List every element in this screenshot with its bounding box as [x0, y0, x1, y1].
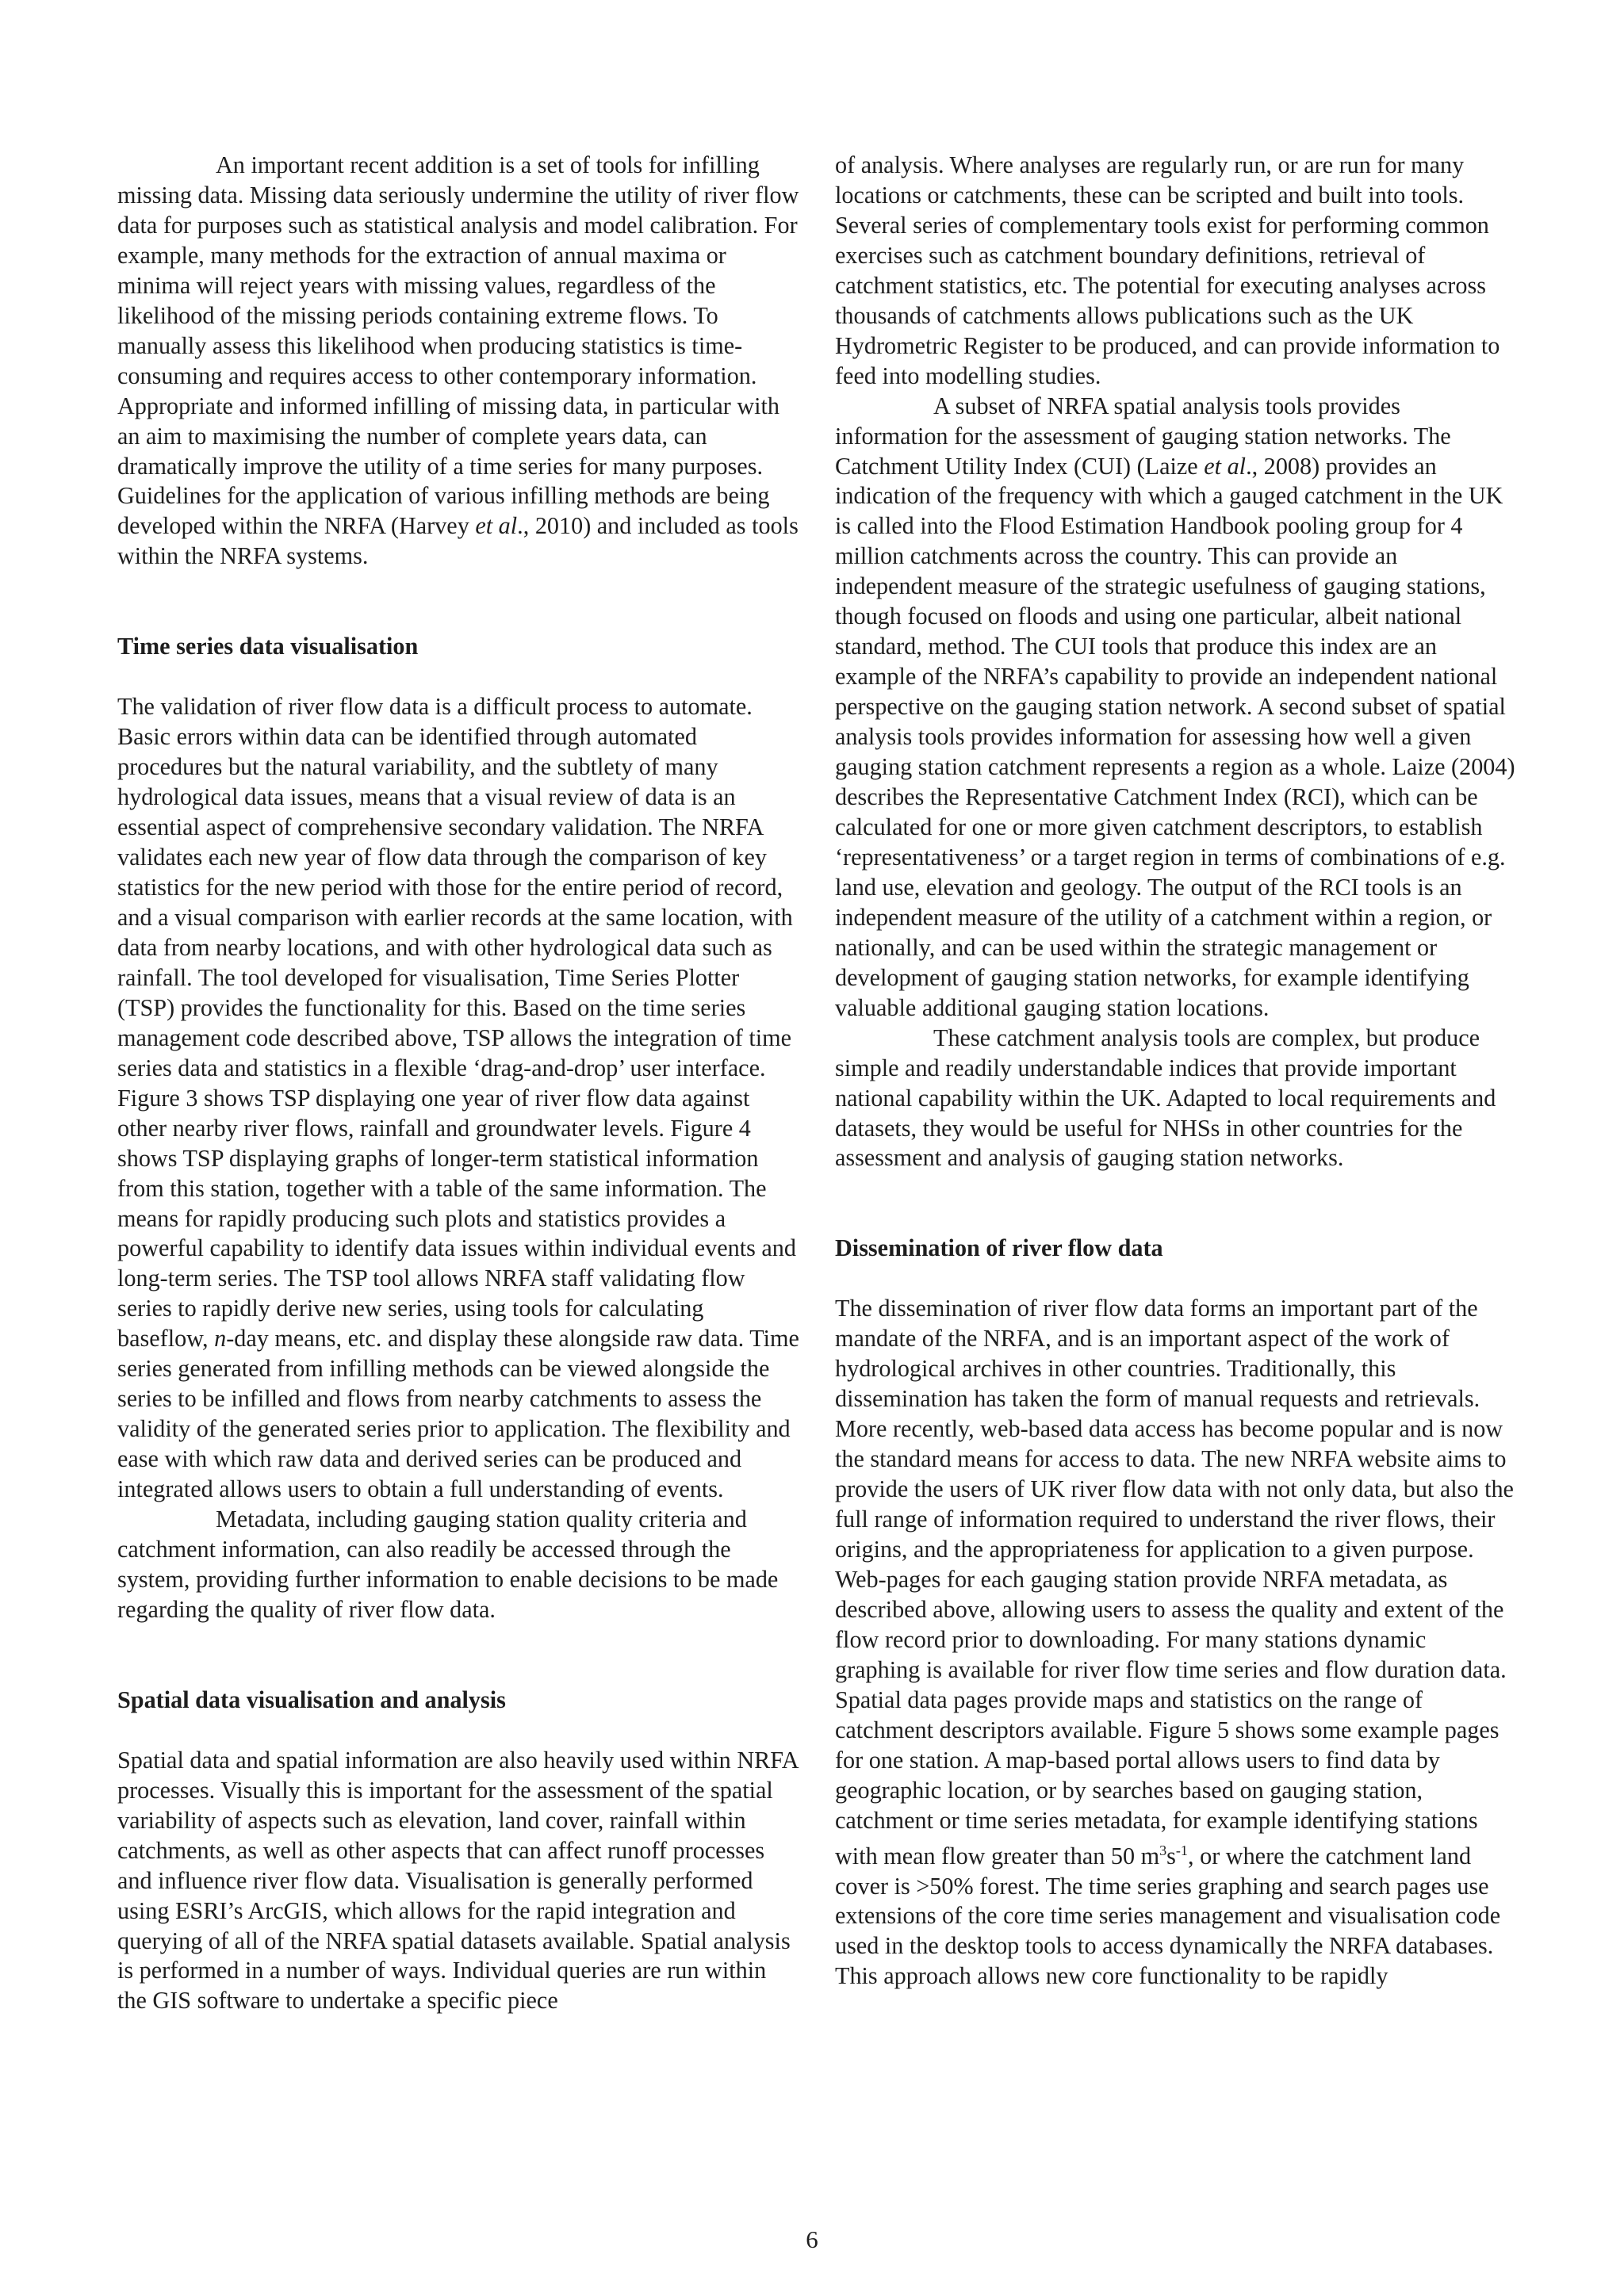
- left-column: [117, 151, 799, 2016]
- paragraph: An important recent addition is a set of tools for infilling missing data. Missing data seriously undermine the utility of river flow data for purposes such as statistical analysis and model calibration. For example, many methods for the extraction of annual maxima or minima will reject years with missing values, regardless of the likelihood of the missing periods containing extreme flows. To manually assess this likelihood when producing statistics is time-consuming and requires access to other contemporary information. Appropriate and informed infilling of missing data, in particular with an aim to maximising the number of complete years data, can dramatically improve the utility of a time series for many purposes. Guidelines for the application of various infilling methods are being developed within the NRFA (Harvey et al., 2010) and included as tools within the NRFA systems.: [117, 151, 799, 570]
- paragraph: Metadata, including gauging station quality criteria and catchment information, can also readily be accessed through the system, providing further information to enable decisions to be made regarding the quality of river flow data.: [117, 1506, 779, 1623]
- paragraph: A subset of NRFA spatial analysis tools provides information for the assessment of gauging station networks. The Catchment Utility Index (CUI) (Laize et al., 2008) provides an indication of the frequency with which a gauged catchment in the UK is called into the Flood Estimation Handbook pooling group for 4 million catchments across the country. This can provide an independent measure of the strategic usefulness of gauging stations, though focused on floods and using one particular, albeit national standard, method. The CUI tools that produce this index are an example of the NRFA’s capability to provide an independent national perspective on the gauging station network. A second subset of spatial analysis tools provides information for assessing how well a given gauging station catchment represents a region as a whole. Laize (2004) describes the Representative Catchment Index (RCI), which can be calculated for one or more given catchment descriptors, to establish ‘representativeness’ or a target region in terms of combinations of e.g. land use, elevation and geology. The output of the RCI tools is an independent measure of the utility of a catchment within a region, or nationally, and can be used within the strategic management or development of gauging station networks, for example identifying valuable additional gauging station locations.: [835, 392, 1515, 1021]
- paragraph: These catchment analysis tools are complex, but produce simple and readily understandable indices that provide important national capability within the UK. Adapted to local requirements and datasets, they would be useful for NHSs in other countries for the assessment and analysis of gauging station networks.: [835, 1024, 1496, 1172]
- right-column: [835, 151, 1517, 1992]
- paragraph: Spatial data and spatial information are also heavily used within NRFA processes. Visually this is important for the assessment of the spatial variability of aspects such as elevation, land cover, rainfall within catchments, as well as other aspects that can affect runoff processes and influence river flow data. Visualisation is generally performed using ESRI’s ArcGIS, which allows for the rapid integration and querying of all of the NRFA spatial datasets available. Spatial analysis is performed in a number of ways. Individual queries are run within the GIS software to undertake a specific piece: [117, 1746, 798, 2015]
- section-heading: Time series data visualisation: [117, 633, 419, 660]
- section-heading: Dissemination of river flow data: [835, 1234, 1163, 1262]
- section-heading: Spatial data visualisation and analysis: [117, 1686, 506, 1713]
- page-number: 6: [806, 2225, 818, 2253]
- paragraph: The dissemination of river flow data forms an important part of the mandate of the NRFA, and is an important aspect of the work of hydrological archives in other countries. Traditionally, this dissemination has taken the form of manual requests and retrievals. More recently, web-based data access has become popular and is now the standard means for access to data. The new NRFA website aims to provide the users of UK river flow data with not only data, but also the full range of information required to understand the river flows, their origins, and the appropriateness for application to a given purpose. Web-pages for each gauging station provide NRFA metadata, as described above, allowing users to assess the quality and extent of the flow record prior to downloading. For many stations dynamic graphing is available for river flow time series and flow duration data. Spatial data pages provide maps and statistics on the range of catchment descriptors available. Figure 5 shows some example pages for one station. A map-based portal allows users to find data by geographic location, or by searches based on gauging station, catchment or time series metadata, for example identifying stations with mean flow greater than 50 $m^3s^{-1}$, or where the catchment land cover is >50% forest. The time series graphing and search pages use extensions of the core time series management and visualisation code used in the desktop tools to access dynamically the NRFA databases. This approach allows new core functionality to be rapidly: [835, 1295, 1514, 1990]
- paragraph: The validation of river flow data is a difficult process to automate. Basic errors within data can be identified through automated procedures but the natural variability, and the subtlety of many hydrological data issues, means that a visual review of data is an essential aspect of comprehensive secondary validation. The NRFA validates each new year of flow data through the comparison of key statistics for the new period with those for the entire period of record, and a visual comparison with earlier records at the same location, with data from nearby locations, and with other hydrological data such as rainfall. The tool developed for visualisation, Time Series Plotter (TSP) provides the functionality for this. Based on the time series management code described above, TSP allows the integration of time series data and statistics in a flexible ‘drag-and-drop’ user interface. Figure 3 shows TSP displaying one year of river flow data against other nearby river flows, rainfall and groundwater levels. Figure 4 shows TSP displaying graphs of longer-term statistical information from this station, together with a table of the same information. The means for rapidly producing such plots and statistics provides a powerful capability to identify data issues within individual events and long-term series. The TSP tool allows NRFA staff validating flow series to rapidly derive new series, using tools for calculating baseflow, n-day means, etc. and display these alongside raw data. Time series generated from infilling methods can be viewed alongside the series to be infilled and flows from nearby catchments to assess the validity of the generated series prior to application. The flexibility and ease with which raw data and derived series can be produced and integrated allows users to obtain a full understanding of events.: [117, 693, 799, 1503]
- paragraph: of analysis. Where analyses are regularly run, or are run for many locations or catchments, these can be scripted and built into tools. Several series of complementary tools exist for performing common exercises such as catchment boundary definitions, retrieval of catchment statistics, etc. The potential for executing analyses across thousands of catchments allows publications such as the UK Hydrometric Register to be produced, and can provide information to feed into modelling studies.: [835, 151, 1500, 389]
